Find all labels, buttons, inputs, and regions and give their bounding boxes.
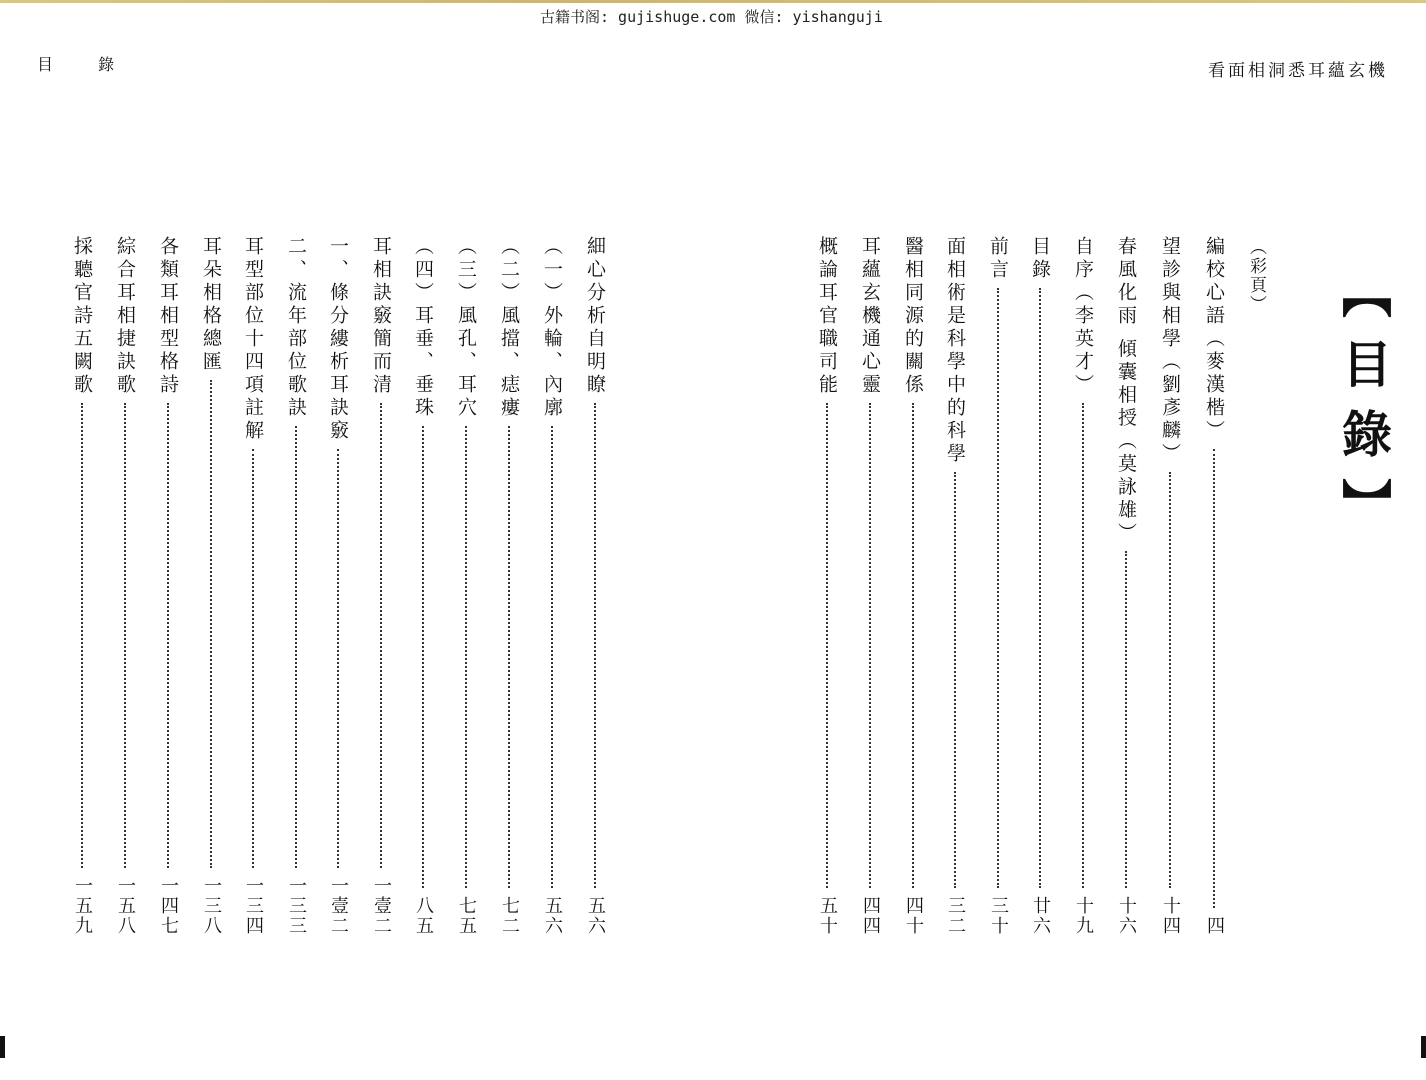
toc-entry-title: 望診與相學（劉彥麟）	[1159, 236, 1181, 466]
leader-dots	[252, 449, 254, 868]
running-head-right: 看面相洞悉耳蘊玄機	[1208, 61, 1388, 81]
toc-entry-page: 十九	[1073, 896, 1094, 936]
toc-entry	[153, 236, 183, 936]
leader-dots	[1169, 472, 1171, 888]
toc-entry	[238, 236, 268, 936]
toc-entry	[1025, 236, 1055, 936]
toc-entry-page: 三二	[945, 896, 966, 936]
toc-entry-title: 綜合耳相捷訣歌	[114, 236, 136, 397]
watermark-text: 古籍书阁: gujishuge.com 微信: yishanguji	[540, 8, 883, 26]
toc-entry-page: 一五九	[72, 876, 93, 936]
toc-entry	[983, 236, 1013, 936]
toc-entry-page: 一四七	[158, 876, 179, 936]
running-head-left: 目 錄	[37, 55, 135, 74]
toc-entry-title: 耳蘊玄機通心靈	[859, 236, 881, 397]
toc-entry	[1199, 236, 1229, 936]
leader-dots	[1213, 449, 1215, 908]
leader-dots	[210, 380, 212, 868]
toc-entry-page: 十六	[1116, 896, 1137, 936]
leader-dots	[508, 426, 510, 888]
toc-entry-title: 編校心語（麥漢楷）	[1203, 236, 1225, 443]
toc-entry	[812, 236, 842, 936]
toc-entry-title: （四）耳垂、垂珠	[412, 236, 434, 420]
leader-dots	[997, 288, 999, 888]
toc-entry	[1111, 236, 1141, 936]
toc-entry-title: 耳型部位十四項註解	[242, 236, 264, 443]
toc-entry	[855, 236, 885, 936]
toc-entry-title: （二）風擋、痣瘻	[498, 236, 520, 420]
toc-entry-title: 各類耳相型格詩	[157, 236, 179, 397]
toc-entry	[110, 236, 140, 936]
leader-dots	[1125, 551, 1127, 888]
toc-entry-title: 採聽官詩五闕歌	[71, 236, 93, 397]
toc-entry-page: 八五	[413, 896, 434, 936]
toc-entry-page: 五六	[585, 896, 606, 936]
toc-entry	[281, 236, 311, 936]
toc-entry-title: 耳朵相格總匯	[200, 236, 222, 374]
color-pages-label: （彩頁）	[1246, 238, 1266, 314]
toc-entry-page: 三十	[988, 896, 1009, 936]
toc-entry-page: 一壹二	[328, 876, 349, 936]
toc-entry-page: 四四	[860, 896, 881, 936]
leader-dots	[551, 426, 553, 888]
toc-entry	[408, 236, 438, 936]
toc-entry-page: 一三四	[243, 876, 264, 936]
leader-dots	[594, 403, 596, 888]
toc-entry	[898, 236, 928, 936]
toc-entry	[323, 236, 353, 936]
leader-dots	[295, 426, 297, 868]
toc-entry-title: 耳相訣竅簡而清	[370, 236, 392, 397]
top-edge-strip	[0, 0, 1426, 3]
toc-entry-page: 一三八	[201, 876, 222, 936]
toc-entry-page: 四十	[903, 896, 924, 936]
toc-entry-page: 一五八	[115, 876, 136, 936]
toc-entry-title: （三）風孔、耳穴	[455, 236, 477, 420]
toc-entry-page: 十四	[1160, 896, 1181, 936]
toc-entry	[1068, 236, 1098, 936]
toc-entry	[580, 236, 610, 936]
right-edge-mark	[1421, 1036, 1426, 1058]
toc-entry	[537, 236, 567, 936]
toc-entry-title: 二、流年部位歌訣	[285, 236, 307, 420]
leader-dots	[869, 403, 871, 888]
toc-entry-title: 醫相同源的關係	[902, 236, 924, 397]
toc-entry-page: 五十	[817, 896, 838, 936]
leader-dots	[465, 426, 467, 888]
toc-entry-page: 一壹二	[371, 876, 392, 936]
toc-entry-title: 目錄	[1029, 236, 1051, 282]
toc-entry-title: 一、條分縷析耳訣竅	[327, 236, 349, 443]
toc-entry-page: 五六	[542, 896, 563, 936]
leader-dots	[954, 472, 956, 888]
leader-dots	[337, 449, 339, 868]
leader-dots	[912, 403, 914, 888]
toc-entry-page: 七二	[499, 896, 520, 936]
leader-dots	[1082, 403, 1084, 888]
contents-heading: 【目錄】	[1334, 268, 1393, 548]
toc-entry-title: 面相術是科學中的科學	[944, 236, 966, 466]
toc-entry	[366, 236, 396, 936]
toc-entry	[940, 236, 970, 936]
leader-dots	[124, 403, 126, 868]
toc-entry-page: 七五	[456, 896, 477, 936]
leader-dots	[826, 403, 828, 888]
toc-entry-title: 細心分析自明瞭	[584, 236, 606, 397]
leader-dots	[380, 403, 382, 868]
toc-entry-page: 四	[1204, 916, 1225, 936]
toc-entry	[67, 236, 97, 936]
toc-entry	[451, 236, 481, 936]
toc-entry-title: 概論耳官職司能	[816, 236, 838, 397]
toc-entry-page: 一三三	[286, 876, 307, 936]
toc-entry	[1155, 236, 1185, 936]
toc-entry	[494, 236, 524, 936]
toc-entry-page: 廿六	[1030, 896, 1051, 936]
leader-dots	[167, 403, 169, 868]
leader-dots	[81, 403, 83, 868]
toc-entry-title: （一）外輪、內廓	[541, 236, 563, 420]
toc-entry	[196, 236, 226, 936]
toc-entry-title: 前言	[987, 236, 1009, 282]
toc-entry-title: 自序（李英才）	[1072, 236, 1094, 397]
toc-entry-title: 春風化雨 傾囊相授（莫詠雄）	[1115, 236, 1137, 546]
leader-dots	[1039, 288, 1041, 888]
leader-dots	[422, 426, 424, 888]
left-edge-mark	[0, 1036, 5, 1058]
